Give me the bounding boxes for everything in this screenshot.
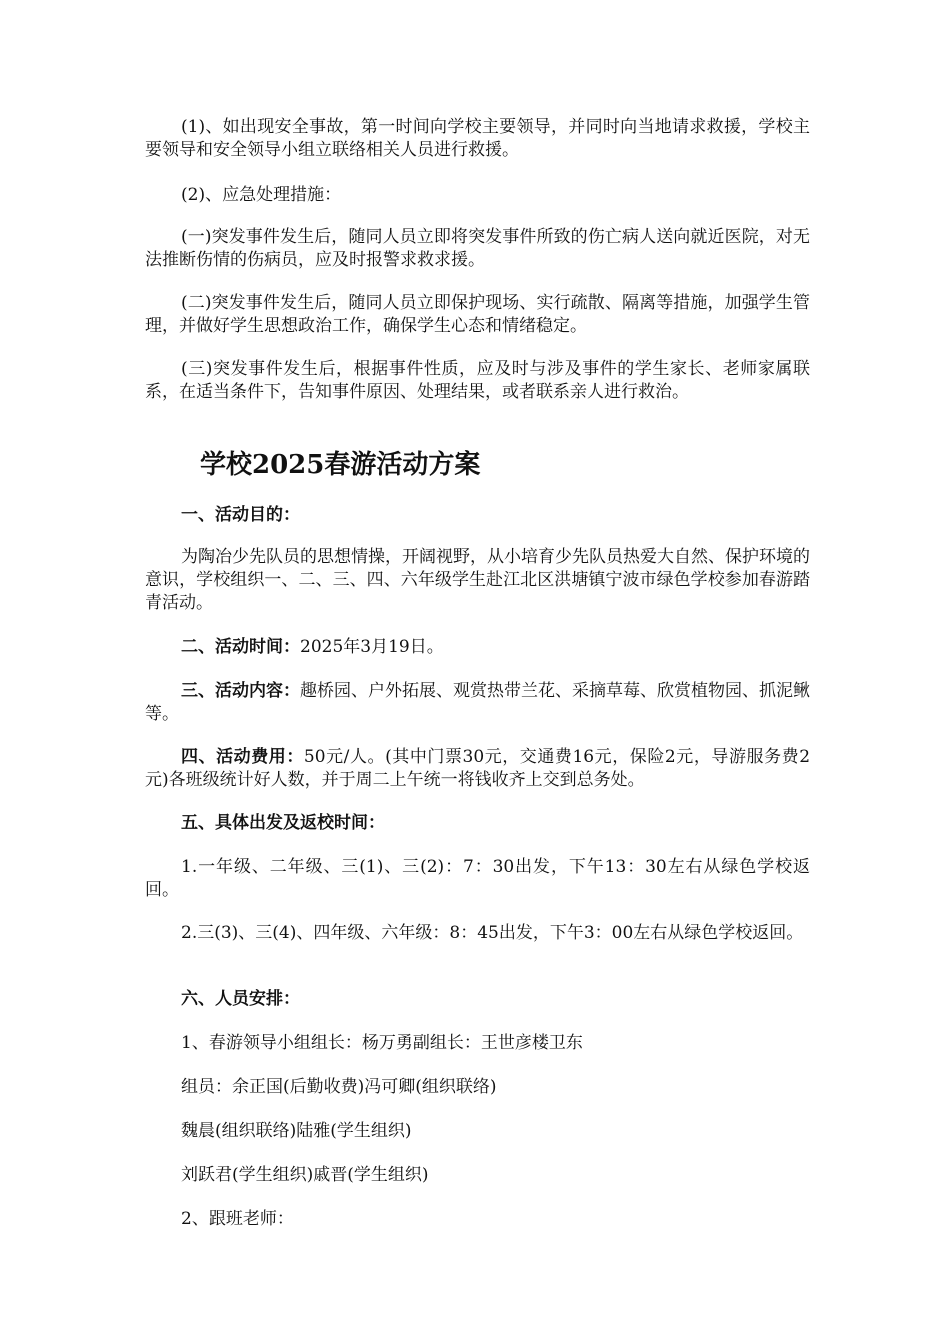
section-2 [145, 636, 810, 659]
paragraph-emergency-4: (二)突发事件发生后，随同人员立即保护现场、实行疏散、隔离等措施，加强学生管理，并做好学生思想政治工作，确保学生心态和情绪稳定。 [145, 293, 810, 336]
paragraph-emergency-1: (1)、如出现安全事故，第一时间向学校主要领导，并同时向当地请求救援，学校主要领导和安全领导小组立联络相关人员进行救援。 [145, 117, 810, 160]
section-1-body: 为陶冶少先队员的思想情操，开阔视野，从小培育少先队员热爱大自然、保护环境的意识，学校组织一、二、三、四、六年级学生赴江北区洪塘镇宁波市绿色学校参加春游踏青活动。 [145, 547, 810, 613]
section-5-item-1: 1.一年级、二年级、三(1)、三(2)：7：30出发，下午13：30左右从绿色学校返回。 [145, 857, 810, 900]
section-5-item-2: 2.三(3)、三(4)、四年级、六年级：8：45出发，下午3：00左右从绿色学校返回。 [181, 923, 804, 943]
section-6-line-1: 1、春游领导小组组长：杨万勇副组长：王世彦楼卫东 [181, 1033, 583, 1053]
section-6-line-2: 组员：余正国(后勤收费)冯可卿(组织联络) [181, 1077, 497, 1097]
section-1-heading: 一、活动目的： [181, 505, 300, 525]
section-6-line-4: 刘跃君(学生组织)戚晋(学生组织) [181, 1165, 429, 1185]
section-4-body: 50元/人。(其中门票30元，交通费16元，保险2元，导游服务费2元)各班级统计好人数，并于周二上午统一将钱收齐上交到总务处。 [145, 747, 811, 790]
section-3-heading: 三、活动内容： [181, 681, 300, 701]
paragraph-emergency-5: (三)突发事件发生后，根据事件性质，应及时与涉及事件的学生家长、老师家属联系，在适当条件下，告知事件原因、处理结果，或者联系亲人进行救治。 [145, 359, 810, 402]
section-4-heading: 四、活动费用： [181, 747, 304, 767]
document-title: 学校2025春游活动方案 [200, 450, 481, 480]
section-6-heading: 六、人员安排： [181, 989, 300, 1009]
section-6-line-5: 2、跟班老师： [181, 1209, 294, 1229]
paragraph-emergency-3: (一)突发事件发生后，随同人员立即将突发事件所致的伤亡病人送向就近医院，对无法推断伤情的伤病员，应及时报警求救求援。 [145, 227, 810, 270]
section-6-line-3: 魏晨(组织联络)陆雅(学生组织) [181, 1121, 412, 1141]
section-4 [145, 746, 810, 792]
section-2-body: 2025年3月19日。 [300, 637, 444, 657]
section-3-body: 趣桥园、户外拓展、观赏热带兰花、采摘草莓、欣赏植物园、抓泥鳅等。 [145, 681, 810, 724]
section-2-heading: 二、活动时间： [181, 637, 300, 657]
section-3 [145, 680, 810, 726]
paragraph-emergency-2: (2)、应急处理措施： [181, 185, 342, 205]
section-5-heading: 五、具体出发及返校时间： [181, 813, 385, 833]
